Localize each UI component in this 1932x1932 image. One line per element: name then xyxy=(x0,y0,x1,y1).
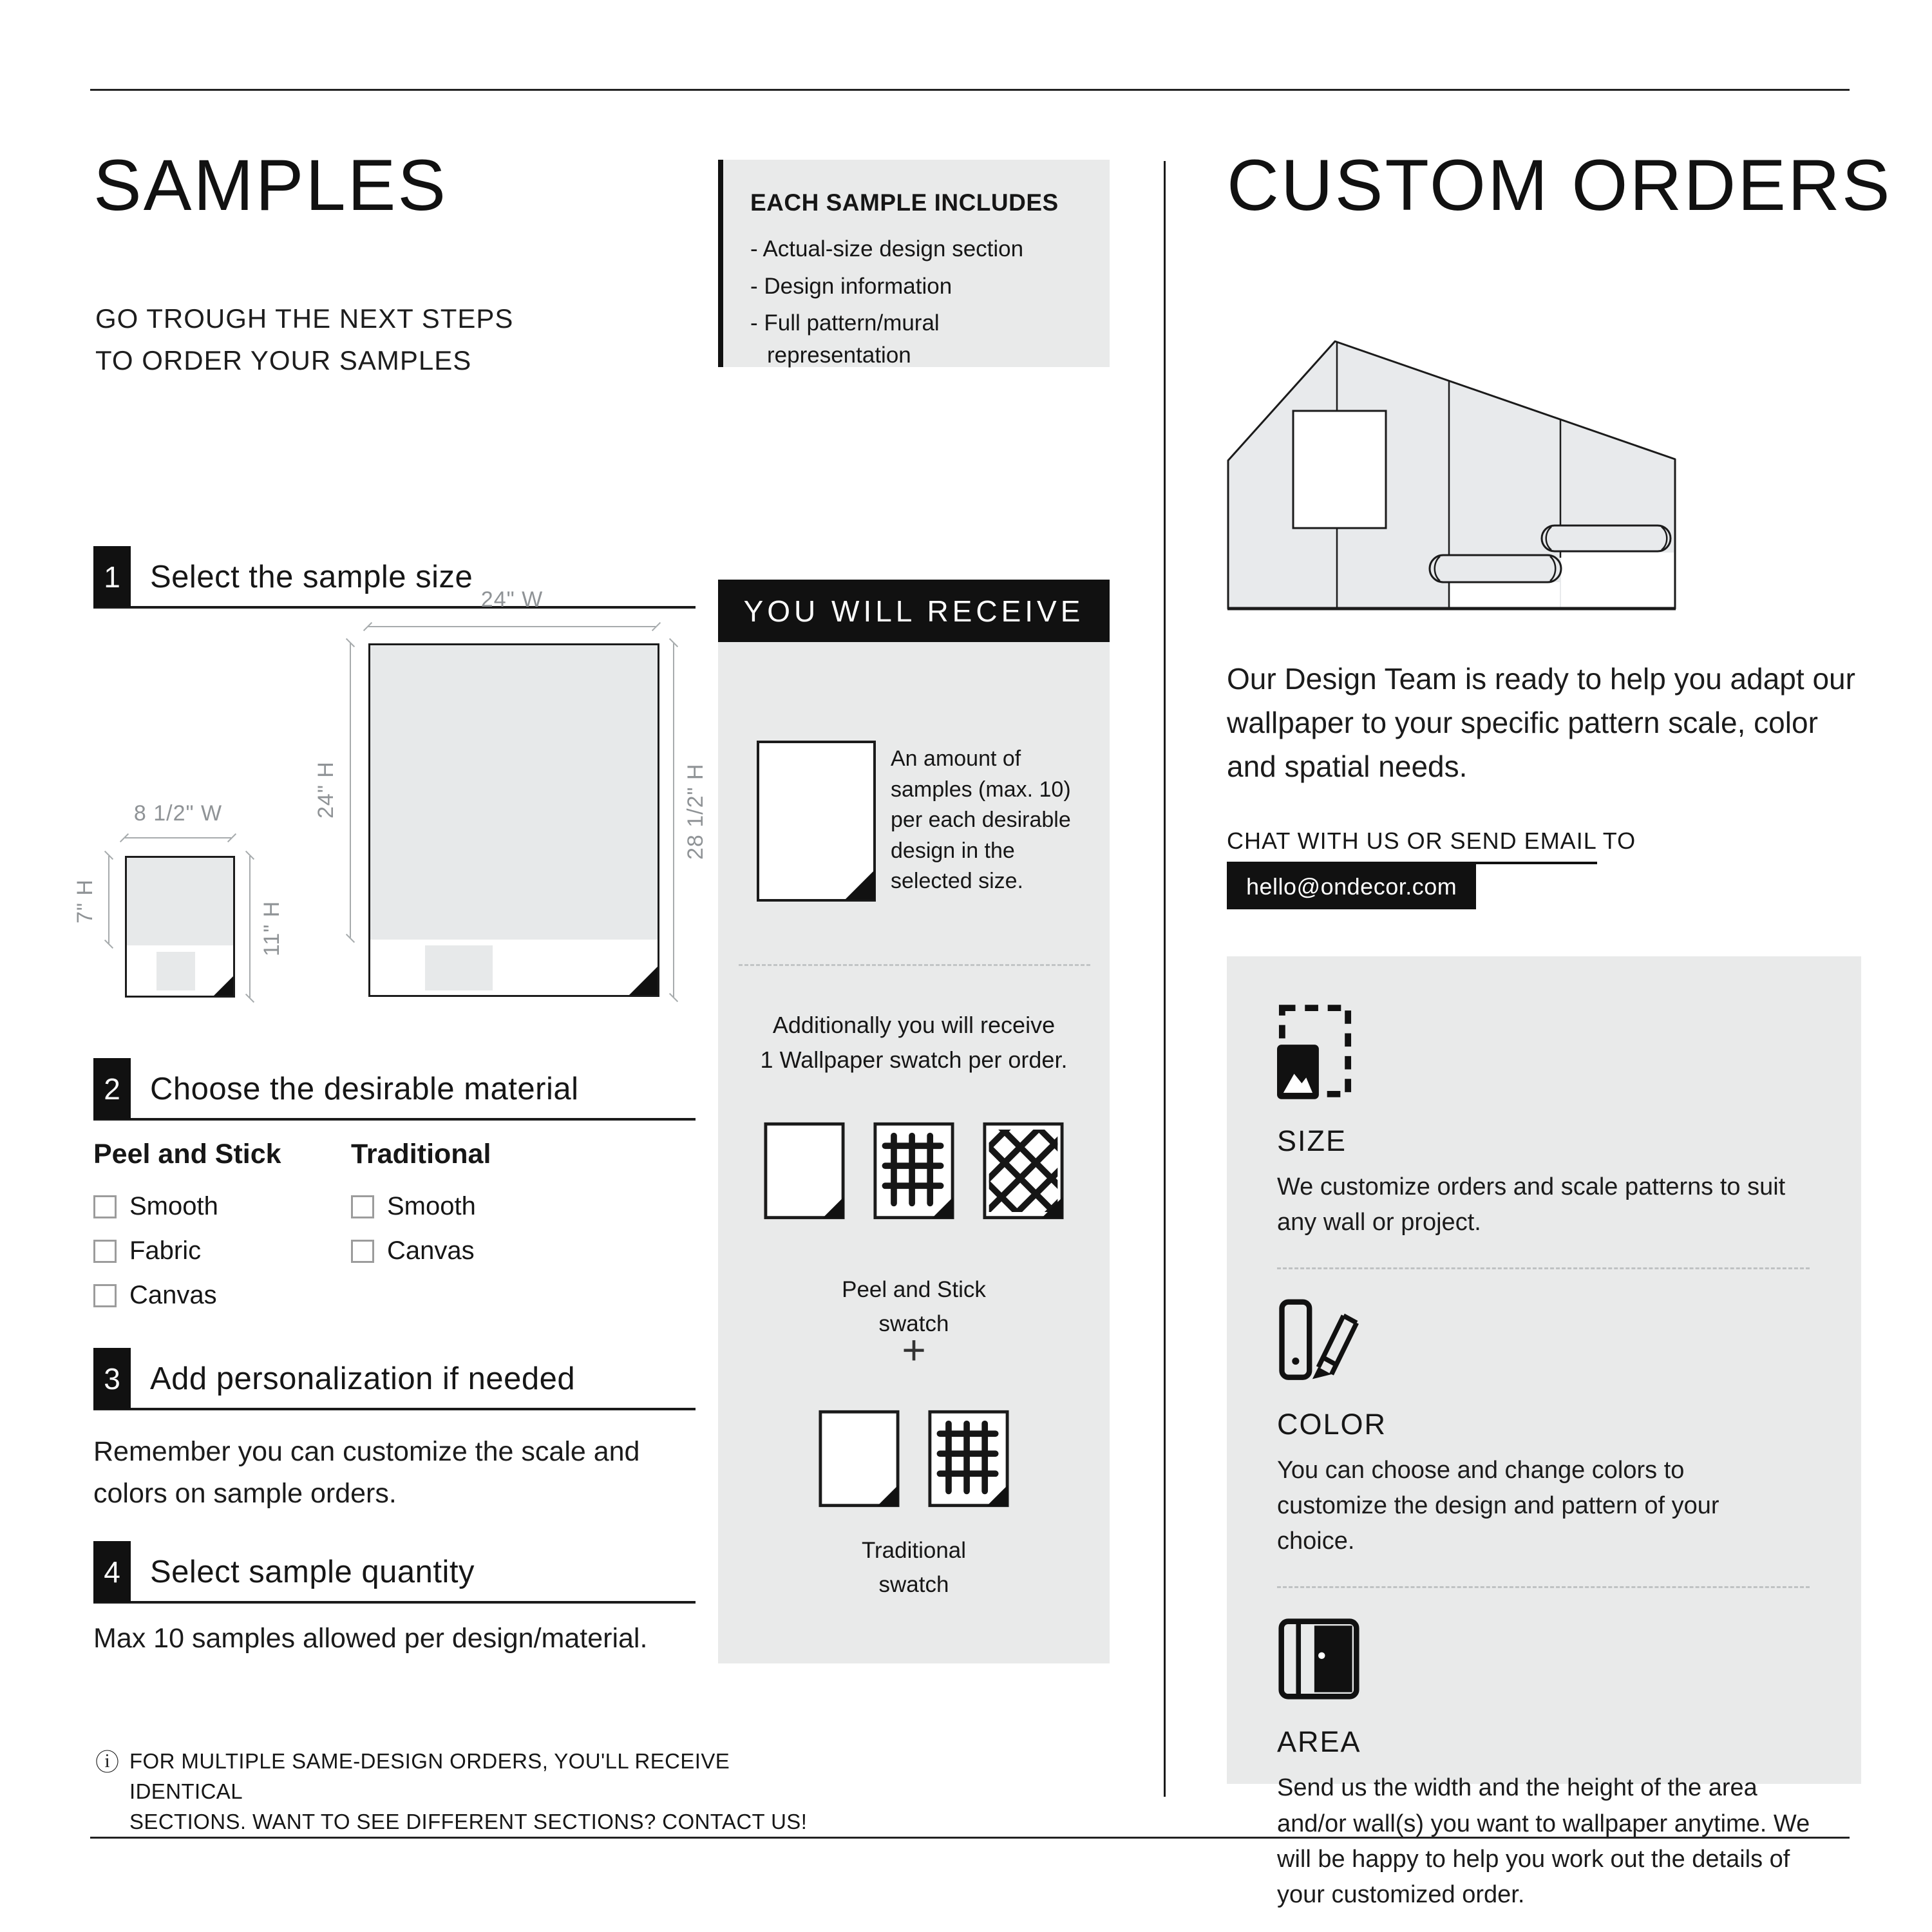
traditional-option-label: Canvas xyxy=(387,1236,475,1265)
small-width-dim-line xyxy=(125,837,231,838)
chat-label: CHAT WITH US OR SEND EMAIL TO xyxy=(1227,828,1636,854)
checkbox-icon[interactable] xyxy=(351,1240,374,1263)
includes-heading: EACH SAMPLE INCLUDES xyxy=(750,189,1059,216)
additional-line1: Additionally you will receive xyxy=(772,1012,1056,1038)
includes-item: - Design information xyxy=(750,273,952,299)
small-sample-design-area xyxy=(127,858,233,945)
plus-icon: + xyxy=(902,1327,926,1373)
small-outer-height-dim-label: 11" H xyxy=(260,900,284,957)
custom-orders-title: CUSTOM ORDERS xyxy=(1227,145,1892,225)
footnote-line1: FOR MULTIPLE SAME-DESIGN ORDERS, YOU'LL RECEIVE IDENTICAL xyxy=(129,1749,730,1803)
traditional-swatch-label xyxy=(718,1534,1110,1602)
large-inner-height-dim-line xyxy=(350,643,351,938)
traditional-swatch-label-line1: Traditional xyxy=(861,1538,967,1563)
footnote-line2: SECTIONS. WANT TO SEE DIFFERENT SECTIONS? CONTACT US! xyxy=(129,1809,808,1833)
dashed-divider xyxy=(1277,1267,1810,1269)
small-sample-pattern-thumb xyxy=(156,952,195,990)
you-will-receive-box xyxy=(718,642,1110,1663)
peel-heading: Peel and Stick xyxy=(93,1139,281,1170)
peel-option-smooth xyxy=(93,1192,348,1221)
feature-size-heading: SIZE xyxy=(1277,1124,1347,1157)
step2-number-badge: 2 xyxy=(93,1058,131,1119)
material-peel-column xyxy=(93,1139,348,1325)
dashed-divider xyxy=(739,964,1090,966)
small-width-dim-label: 8 1/2" W xyxy=(133,801,223,826)
step3-text: Remember you can customize the scale and colors on sample orders. xyxy=(93,1436,640,1509)
small-sample-card[interactable] xyxy=(125,856,235,998)
traditional-heading: Traditional xyxy=(351,1139,491,1170)
small-sample-fold-corner xyxy=(214,976,233,996)
step2-label: Choose the desirable material xyxy=(150,1071,579,1106)
large-inner-height-dim-label: 24" H xyxy=(314,761,338,819)
you-will-receive-banner: YOU WILL RECEIVE xyxy=(718,580,1110,642)
feature-color-heading: COLOR xyxy=(1277,1408,1387,1441)
traditional-option-canvas xyxy=(351,1236,596,1265)
feature-color-text: You can choose and change colors to customize the design and pattern of your choice. xyxy=(1277,1457,1719,1555)
wallpaper-wall-illustration xyxy=(1226,340,1677,611)
checkbox-icon[interactable] xyxy=(93,1240,117,1263)
small-outer-height-dim-line xyxy=(249,856,251,998)
column-divider xyxy=(1164,161,1166,1797)
checkbox-icon[interactable] xyxy=(93,1195,117,1218)
step4-number-badge: 4 xyxy=(93,1541,131,1602)
large-outer-height-dim-label: 28 1/2" H xyxy=(683,763,708,860)
traditional-swatch-label-line2: swatch xyxy=(878,1571,949,1597)
peel-option-canvas xyxy=(93,1281,348,1310)
material-traditional-column xyxy=(351,1139,596,1281)
traditional-swatch-row xyxy=(718,1410,1110,1508)
top-rule xyxy=(90,89,1850,91)
checkbox-icon[interactable] xyxy=(351,1195,374,1218)
samples-subtitle-line2: TO ORDER YOUR SAMPLES xyxy=(95,345,472,376)
blank-swatch-icon xyxy=(819,1410,900,1508)
large-sample-card[interactable] xyxy=(368,643,659,997)
large-width-dim-line xyxy=(368,626,656,627)
includes-item: - Full pattern/mural representation xyxy=(750,310,940,368)
blank-swatch-icon xyxy=(764,1122,845,1220)
samples-subtitle-line1: GO TROUGH THE NEXT STEPS xyxy=(95,303,514,334)
grid-swatch-icon xyxy=(928,1410,1009,1508)
additional-line2: 1 Wallpaper swatch per order. xyxy=(760,1046,1068,1073)
includes-item: - Actual-size design section xyxy=(750,236,1024,261)
peel-swatch-row xyxy=(718,1122,1110,1220)
step1-number-badge: 1 xyxy=(93,546,131,607)
dashed-divider xyxy=(1277,1586,1810,1588)
feature-area-heading: AREA xyxy=(1277,1725,1361,1759)
small-inner-height-dim-label: 7" H xyxy=(73,879,97,924)
additional-text xyxy=(718,1008,1110,1077)
step4-text: Max 10 samples allowed per design/material. xyxy=(93,1623,648,1654)
traditional-option-smooth xyxy=(351,1192,596,1221)
area-wall-panels-icon xyxy=(1277,1618,1361,1700)
large-outer-height-dim-line xyxy=(673,643,674,997)
step3-label: Add personalization if needed xyxy=(150,1361,576,1396)
info-icon: ⓘ xyxy=(95,1749,119,1776)
feature-area-text: Send us the width and the height of the area and/or wall(s) you want to wallpaper anytime. We will be happy to help you work out the details of your customized order. xyxy=(1277,1774,1810,1908)
each-sample-includes-box xyxy=(718,160,1110,367)
sample-paper-icon xyxy=(757,741,876,902)
large-width-dim-label: 24" W xyxy=(480,587,544,612)
size-crop-image-icon xyxy=(1277,1003,1353,1099)
large-sample-design-area xyxy=(370,645,658,940)
step3-number-badge: 3 xyxy=(93,1348,131,1409)
traditional-option-label: Smooth xyxy=(387,1192,476,1220)
checkbox-icon[interactable] xyxy=(93,1284,117,1307)
footnote xyxy=(95,1747,836,1837)
feature-size-text: We customize orders and scale patterns to suit any wall or project. xyxy=(1277,1173,1786,1236)
email-link[interactable]: hello@ondecor.com xyxy=(1227,864,1476,909)
peel-option-label: Smooth xyxy=(129,1192,218,1220)
grid-swatch-icon xyxy=(873,1122,954,1220)
footnote-text xyxy=(129,1747,836,1837)
samples-title: SAMPLES xyxy=(93,145,448,225)
step3-header xyxy=(93,1349,696,1410)
step4-label: Select sample quantity xyxy=(150,1554,475,1589)
peel-swatch-label-line2: swatch xyxy=(878,1311,949,1336)
color-swatchbook-pencil-icon xyxy=(1277,1299,1362,1383)
peel-option-label: Fabric xyxy=(129,1236,202,1265)
custom-intro-text: Our Design Team is ready to help you adapt our wallpaper to your specific pattern scale, color and spatial needs. xyxy=(1227,662,1855,784)
large-sample-fold-corner xyxy=(629,967,658,995)
sample-size-diagram xyxy=(73,587,708,1018)
large-sample-pattern-thumb xyxy=(425,945,493,990)
samples-subtitle xyxy=(95,298,513,381)
crosshatch-swatch-icon xyxy=(983,1122,1064,1220)
peel-swatch-label-line1: Peel and Stick xyxy=(842,1277,986,1302)
step4-header xyxy=(93,1542,696,1604)
receive-samples-text: An amount of samples (max. 10) per each desirable design in the selected size. xyxy=(891,746,1071,894)
step1-label: Select the sample size xyxy=(150,559,473,594)
small-inner-height-dim-line xyxy=(108,856,109,943)
step2-header xyxy=(93,1059,696,1121)
peel-option-fabric xyxy=(93,1236,348,1265)
custom-features-box xyxy=(1227,956,1861,1908)
peel-option-label: Canvas xyxy=(129,1281,217,1309)
